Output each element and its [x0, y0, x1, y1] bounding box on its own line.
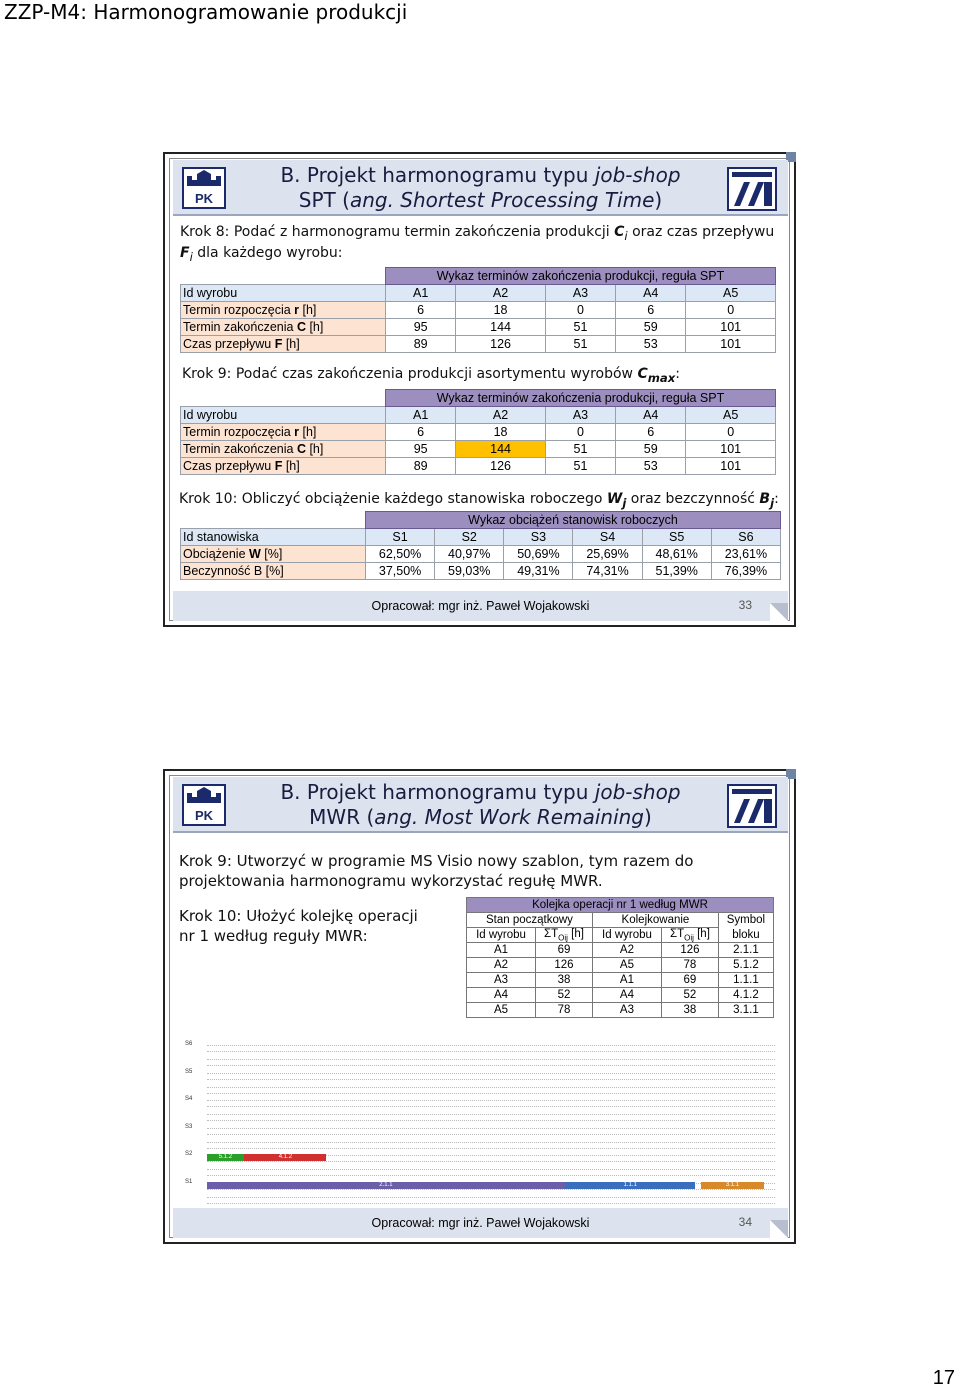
table-cell: 89: [386, 458, 456, 475]
row-label: [181, 285, 386, 302]
gantt-row-label: S6: [185, 1041, 193, 1047]
row-label: [181, 424, 386, 441]
mwr-cell: A3: [467, 973, 536, 988]
mwr-col-id: Id wyrobu: [467, 928, 536, 943]
table-cell: A2: [456, 407, 546, 424]
row-label: [181, 546, 366, 563]
gantt-row-track: [207, 1100, 775, 1107]
row-label-unit: [h]: [282, 337, 300, 351]
table-row: [181, 285, 776, 302]
table-cell: 95: [386, 441, 456, 458]
step-10-text: Krok 10: Obliczyć obciążenie każdego stanowiska roboczego $W_j$ oraz bezczynność $B_j$:: [179, 491, 779, 510]
row-label: [181, 458, 386, 475]
faculty-logo-icon: [726, 783, 778, 829]
mwr-col-sum: [661, 928, 718, 943]
table-cell: 0: [686, 302, 776, 319]
gantt-row-track-sub: [207, 1087, 775, 1094]
table-row: [181, 407, 776, 424]
table-cell: 0: [545, 302, 615, 319]
mwr-cell: 3.1.1: [718, 1003, 773, 1018]
table-cell: 144: [456, 441, 546, 458]
table-cell: 6: [386, 424, 456, 441]
table-cell: S6: [711, 529, 780, 546]
table-cell: 51: [545, 319, 615, 336]
svg-text:PK: PK: [194, 191, 214, 206]
table-cell: A1: [386, 407, 456, 424]
title-line2-suffix: ): [644, 805, 652, 829]
table-cell: 23,61%: [711, 546, 780, 563]
mwr-cell: A4: [467, 988, 536, 1003]
row-label-text: Termin rozpoczęcia: [183, 425, 295, 439]
table-cell: A4: [616, 407, 686, 424]
mwr-symbol-header-1: Symbol: [718, 913, 773, 928]
title-line1-text: B. Projekt harmonogramu typu: [280, 163, 595, 187]
row-label-text: Id wyrobu: [183, 408, 238, 422]
mwr-row: [467, 973, 774, 988]
row-label-symbol: W: [249, 547, 261, 561]
row-label-symbol: F: [274, 337, 283, 351]
table-cell: 25,69%: [573, 546, 642, 563]
gantt-row-track: [207, 1045, 775, 1052]
table-cell: 51: [545, 458, 615, 475]
table-row: [181, 546, 781, 563]
mwr-group-row: [467, 913, 774, 928]
table-cell: 48,61%: [642, 546, 711, 563]
table-row: [181, 336, 776, 353]
mwr-caption: Kolejka operacji nr 1 według MWR: [467, 898, 774, 913]
table-cell: 76,39%: [711, 563, 780, 580]
table-cell: 101: [686, 458, 776, 475]
mwr-row: [467, 1003, 774, 1018]
gantt-row-track: [207, 1073, 775, 1080]
table-cell: 59: [616, 319, 686, 336]
table-cell: 18: [456, 302, 546, 319]
pk-logo-icon: [181, 783, 227, 827]
table-cell: A3: [545, 407, 615, 424]
slide-page-number: 34: [738, 1215, 752, 1229]
row-label: [181, 336, 386, 353]
table-cell: 49,31%: [504, 563, 573, 580]
sum-symbol: ΣT: [544, 928, 559, 940]
table-cell: A5: [686, 285, 776, 302]
mwr-symbol-header-2: bloku: [718, 928, 773, 943]
table-row: [181, 458, 776, 475]
mwr-cell: 52: [661, 988, 718, 1003]
slide-33: [163, 152, 796, 627]
slide-title: [253, 780, 708, 830]
page-number: 17: [932, 1367, 955, 1389]
mwr-cell: 78: [536, 1003, 593, 1018]
row-label-text: Beczynność B [%]: [183, 564, 284, 578]
gantt-bar: 2.1.1: [207, 1182, 565, 1189]
gantt-row-label: S2: [185, 1151, 193, 1157]
step-9-text: Krok 9: Podać czas zakończenia produkcji asortymentu wyrobów $C_{max}$:: [182, 366, 680, 385]
table-caption: Wykaz terminów zakończenia produkcji, reguła SPT: [386, 268, 776, 285]
row-label: [181, 441, 386, 458]
mwr-caption-row: [467, 898, 774, 913]
table-cell: 95: [386, 319, 456, 336]
table-cell: 18: [456, 424, 546, 441]
table-row: [181, 319, 776, 336]
gantt-row-track-sub: [207, 1114, 775, 1121]
row-label: [181, 529, 366, 546]
table-cell: 51: [545, 336, 615, 353]
row-label-unit: [h]: [305, 442, 324, 456]
table-cell: 62,50%: [366, 546, 435, 563]
mwr-row: [467, 988, 774, 1003]
row-label-symbol: C: [296, 442, 306, 456]
row-label-text: Termin rozpoczęcia: [183, 303, 295, 317]
gantt-bar: 5.1.2: [207, 1154, 244, 1161]
mwr-cell: 38: [536, 973, 593, 988]
table-cell: 101: [686, 441, 776, 458]
sum-unit: [h]: [693, 928, 710, 940]
mwr-cell: 52: [536, 988, 593, 1003]
slide-title-bar: [173, 777, 788, 833]
mwr-cell: A5: [592, 958, 661, 973]
table-caption-row: [181, 512, 781, 529]
table-cell: 37,50%: [366, 563, 435, 580]
title-line2-suffix: ): [654, 188, 663, 212]
step-9-text: Krok 9: Utworzyć w programie MS Visio nowy szablon, tym razem do projektowania harmonogramu wykorzystać regułę MWR.: [179, 852, 694, 890]
mwr-col-id: Id wyrobu: [592, 928, 661, 943]
table-cell: 126: [456, 336, 546, 353]
table-caption-row: [181, 268, 776, 285]
table-row: [181, 441, 776, 458]
table-caption: Wykaz terminów zakończenia produkcji, reguła SPT: [386, 390, 776, 407]
table-cell: 40,97%: [435, 546, 504, 563]
title-line1-italic: job-shop: [594, 780, 681, 804]
row-label-unit: [h]: [299, 425, 317, 439]
document-header: ZZP-M4: Harmonogramowanie produkcji: [4, 0, 408, 24]
title-line2-text: SPT (: [298, 188, 350, 212]
row-label-symbol: F: [274, 459, 283, 473]
slide-title: [253, 163, 708, 213]
row-label: [181, 302, 386, 319]
table-cell: S1: [366, 529, 435, 546]
slide-page-number: 33: [738, 598, 752, 612]
slide-title-bar: [173, 160, 788, 216]
mwr-cell: A4: [592, 988, 661, 1003]
page-fold-icon: [770, 603, 788, 621]
table-cell: A4: [616, 285, 686, 302]
table-cell: A1: [386, 285, 456, 302]
gantt-row-label: S5: [185, 1068, 193, 1075]
gantt-row-track: [207, 1128, 775, 1135]
mwr-cell: 38: [661, 1003, 718, 1018]
table-cell: 0: [686, 424, 776, 441]
sum-subscript: Oij: [558, 933, 568, 943]
step-10-text: Krok 10: Ułożyć kolejkę operacji nr 1 według reguły MWR:: [179, 907, 418, 945]
table-cell: A3: [545, 285, 615, 302]
mwr-cell: A1: [467, 943, 536, 958]
mwr-cell: A2: [467, 958, 536, 973]
pk-logo-icon: [181, 166, 227, 210]
table-cell: 0: [545, 424, 615, 441]
title-line2-text: MWR (: [309, 805, 375, 829]
sum-subscript: Oij: [684, 933, 694, 943]
workstation-load-table: [180, 511, 781, 580]
table-cell: 126: [456, 458, 546, 475]
table-cell: 101: [686, 319, 776, 336]
mwr-col-sum: [536, 928, 593, 943]
completion-table-1: [180, 267, 776, 353]
slide-34: [163, 769, 796, 1244]
table-cell: 50,69%: [504, 546, 573, 563]
table-row: [181, 302, 776, 319]
sum-unit: [h]: [567, 928, 584, 940]
slide-footer: [173, 1208, 788, 1238]
row-label-text: Id stanowiska: [183, 530, 259, 544]
mwr-cell: 69: [661, 973, 718, 988]
row-label: [181, 319, 386, 336]
mwr-row: [467, 958, 774, 973]
table-row: [181, 424, 776, 441]
svg-text:PK: PK: [194, 808, 214, 823]
step-8-text: Krok 8: Podać z harmonogramu termin zakończenia produkcji $C_i$ oraz czas przepływu $F_i$ dla każdego wyrobu:: [180, 224, 775, 264]
mwr-cell: A1: [592, 973, 661, 988]
table-cell: 101: [686, 336, 776, 353]
mwr-queue-table: [466, 897, 774, 1018]
mwr-header-row: [467, 928, 774, 943]
slide-footer: [173, 591, 788, 621]
row-label-text: Czas przepływu: [183, 337, 275, 351]
gantt-row-label: S1: [185, 1178, 193, 1185]
table-cell: 59: [616, 441, 686, 458]
row-label-text: Id wyrobu: [183, 286, 238, 300]
table-row: [181, 563, 781, 580]
table-cell: 144: [456, 319, 546, 336]
title-line1-text: B. Projekt harmonogramu typu: [280, 780, 595, 804]
row-label-text: Termin zakończenia: [183, 320, 297, 334]
mwr-cell: 5.1.2: [718, 958, 773, 973]
table-row: [181, 529, 781, 546]
table-cell: A5: [686, 407, 776, 424]
row-label-symbol: C: [296, 320, 306, 334]
mwr-cell: 4.1.2: [718, 988, 773, 1003]
caption-spacer: [181, 512, 366, 529]
title-line2-italic: ang. Shortest Processing Time: [349, 188, 655, 212]
sum-symbol: ΣT: [669, 928, 685, 940]
gantt-bar: 1.1.1: [565, 1182, 696, 1189]
gantt-row-label: S4: [185, 1096, 193, 1102]
page-fold-icon: [770, 1220, 788, 1238]
table-cell: 6: [616, 424, 686, 441]
gantt-bar: 4.1.2: [244, 1154, 326, 1161]
mwr-cell: 69: [536, 943, 593, 958]
mwr-cell: 1.1.1: [718, 973, 773, 988]
row-label-text: Termin zakończenia: [183, 442, 297, 456]
gantt-row-track-sub: [207, 1059, 775, 1066]
table-cell: 6: [386, 302, 456, 319]
table-cell: 51: [545, 441, 615, 458]
mwr-cell: 78: [661, 958, 718, 973]
row-label-unit: [h]: [299, 303, 317, 317]
row-label: [181, 563, 366, 580]
row-label: [181, 407, 386, 424]
table-cell: 59,03%: [435, 563, 504, 580]
mwr-cell: A5: [467, 1003, 536, 1018]
gantt-chart: [185, 1039, 785, 1199]
table-cell: 6: [616, 302, 686, 319]
mwr-group-initial: Stan początkowy: [467, 913, 593, 928]
table-cell: A2: [456, 285, 546, 302]
row-label-unit: [h]: [282, 459, 300, 473]
title-line1-italic: job-shop: [594, 163, 681, 187]
mwr-cell: A3: [592, 1003, 661, 1018]
title-line2-italic: ang. Most Work Remaining: [374, 805, 644, 829]
table-cell: 74,31%: [573, 563, 642, 580]
table-cell: S5: [642, 529, 711, 546]
table-caption: Wykaz obciążeń stanowisk roboczych: [366, 512, 781, 529]
row-label-symbol: r: [294, 303, 300, 317]
table-cell: S4: [573, 529, 642, 546]
table-cell: 53: [616, 458, 686, 475]
row-label-unit: [h]: [305, 320, 324, 334]
mwr-cell: A2: [592, 943, 661, 958]
mwr-group-queue: Kolejkowanie: [592, 913, 718, 928]
row-label-symbol: r: [294, 425, 300, 439]
mwr-row: [467, 943, 774, 958]
gantt-bar: 3.1.1: [701, 1182, 763, 1189]
footer-author: Opracował: mgr inż. Paweł Wojakowski: [371, 599, 590, 613]
caption-spacer: [181, 390, 386, 407]
table-cell: 89: [386, 336, 456, 353]
gantt-row-track-sub: [207, 1197, 775, 1204]
footer-author: Opracował: mgr inż. Paweł Wojakowski: [371, 1216, 590, 1230]
table-cell: S2: [435, 529, 504, 546]
table-cell: 53: [616, 336, 686, 353]
row-label-text: Czas przepływu: [183, 459, 275, 473]
table-cell: S3: [504, 529, 573, 546]
table-cell: 51,39%: [642, 563, 711, 580]
gantt-row-label: S3: [185, 1123, 193, 1130]
gantt-row-track-sub: [207, 1169, 775, 1176]
completion-table-2: [180, 389, 776, 475]
row-label-text: Obciążenie: [183, 547, 250, 561]
row-label-unit: [%]: [260, 547, 283, 561]
mwr-cell: 126: [536, 958, 593, 973]
mwr-cell: 2.1.1: [718, 943, 773, 958]
faculty-logo-icon: [726, 166, 778, 212]
mwr-cell: 126: [661, 943, 718, 958]
gantt-row-track-sub: [207, 1142, 775, 1149]
caption-spacer: [181, 268, 386, 285]
table-caption-row: [181, 390, 776, 407]
